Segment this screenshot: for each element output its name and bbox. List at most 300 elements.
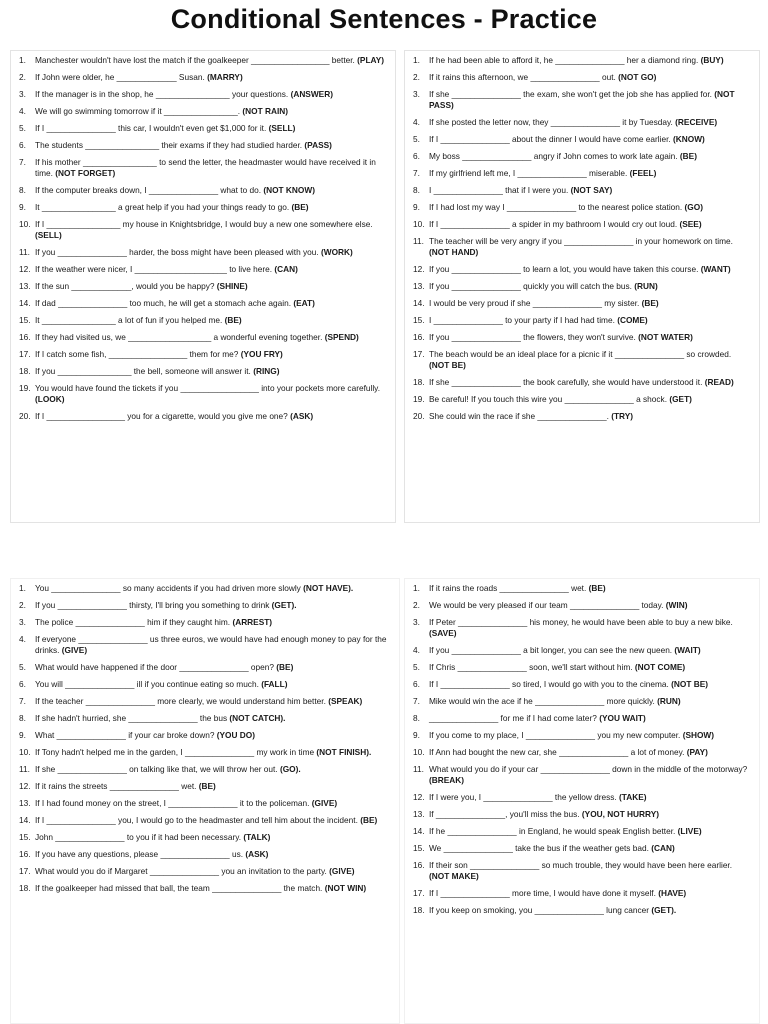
item-verb-hint: (NOT WIN) [324, 883, 367, 893]
item-text [35, 883, 391, 894]
exercise-item [19, 696, 391, 707]
exercise-item [19, 247, 387, 258]
item-sentence: We will go swimming tomorrow if it ________________. [35, 106, 241, 116]
item-verb-hint: (EAT) [293, 298, 315, 308]
exercise-item [413, 600, 751, 611]
item-sentence: You _______________ so many accidents if you had driven more slowly [35, 583, 301, 593]
item-verb-hint: (WANT) [700, 264, 731, 274]
item-number: 13. [19, 281, 31, 291]
item-number: 4. [19, 634, 26, 644]
item-sentence: The students ________________ their exams if they had studied harder. [35, 140, 303, 150]
exercise-panel-2 [404, 50, 760, 523]
item-text [429, 679, 751, 690]
exercise-item [19, 713, 391, 724]
item-number: 12. [19, 264, 31, 274]
item-text [35, 747, 391, 758]
item-text [429, 264, 751, 275]
item-verb-hint: (SHINE) [216, 281, 248, 291]
item-number: 4. [19, 106, 26, 116]
exercise-item [19, 849, 391, 860]
item-text [429, 168, 751, 179]
item-text [35, 123, 387, 134]
item-number: 12. [19, 781, 31, 791]
item-verb-hint: (BE) [641, 298, 659, 308]
exercise-panel-1 [10, 50, 396, 523]
item-number: 5. [19, 662, 26, 672]
exercise-item [413, 185, 751, 196]
item-sentence: If I _______________ a spider in my bathroom I would cry out loud. [429, 219, 678, 229]
exercise-item [413, 826, 751, 837]
exercise-item [19, 866, 391, 877]
item-number: 12. [413, 264, 425, 274]
item-verb-hint: (RING) [253, 366, 280, 376]
exercise-item [413, 662, 751, 673]
exercise-item [19, 298, 387, 309]
item-number: 7. [413, 168, 420, 178]
item-number: 17. [19, 866, 31, 876]
item-text [35, 815, 391, 826]
item-verb-hint: (SHOW) [682, 730, 715, 740]
item-text [429, 72, 751, 83]
item-number: 8. [19, 185, 26, 195]
item-verb-hint: (WORK) [321, 247, 353, 257]
item-sentence: Be careful! If you touch this wire you _______________ a shock. [429, 394, 668, 404]
exercise-item [19, 411, 387, 422]
exercise-item [413, 809, 751, 820]
item-text [35, 617, 391, 628]
item-number: 17. [413, 349, 425, 359]
item-verb-hint: (ARREST) [232, 617, 273, 627]
item-sentence: She could win the race if she _______________. [429, 411, 609, 421]
item-verb-hint: (TRY) [611, 411, 634, 421]
item-number: 18. [19, 883, 31, 893]
item-sentence: If I ________________ my house in Knightsbridge, I would buy a new one somewhere else. [35, 219, 373, 229]
item-verb-hint: (GET) [669, 394, 692, 404]
item-verb-hint: (NOT FORGET) [55, 168, 116, 178]
item-sentence: It ________________ a lot of fun if you helped me. [35, 315, 223, 325]
item-verb-hint: (YOU DO) [216, 730, 256, 740]
item-verb-hint: (ASK) [290, 411, 314, 421]
exercise-item [413, 394, 751, 405]
item-sentence: We _______________ take the bus if the weather gets bad. [429, 843, 649, 853]
item-sentence: If John were older, he _____________ Susan. [35, 72, 205, 82]
item-text [35, 764, 391, 775]
item-text [35, 332, 387, 343]
item-text [429, 236, 751, 258]
item-number: 20. [413, 411, 425, 421]
item-text [429, 888, 751, 899]
exercise-item [19, 72, 387, 83]
item-verb-hint: (NOT RAIN) [242, 106, 289, 116]
item-text [35, 849, 391, 860]
item-number: 15. [413, 315, 425, 325]
item-text [429, 583, 751, 594]
item-verb-hint: (BE) [224, 315, 242, 325]
item-text [35, 281, 387, 292]
item-text [429, 202, 751, 213]
item-number: 18. [413, 377, 425, 387]
item-verb-hint: (TAKE) [619, 792, 647, 802]
item-verb-hint: (NOT MAKE) [429, 871, 479, 881]
exercise-item [413, 219, 751, 230]
item-verb-hint: (NOT BE) [671, 679, 709, 689]
item-sentence: If I _______________ about the dinner I would have come earlier. [429, 134, 671, 144]
exercise-item [413, 905, 751, 916]
exercise-item [19, 264, 387, 275]
item-sentence: The beach would be an ideal place for a picnic if it _______________ so crowded. [429, 349, 732, 359]
item-text [429, 89, 751, 111]
exercise-item [19, 764, 391, 775]
item-number: 3. [19, 617, 26, 627]
exercise-item [19, 366, 387, 377]
item-sentence: If I _______________ so tired, I would go with you to the cinema. [429, 679, 669, 689]
item-number: 10. [19, 747, 31, 757]
item-sentence: If you have any questions, please _______________ us. [35, 849, 244, 859]
item-number: 13. [19, 798, 31, 808]
item-number: 11. [413, 236, 424, 246]
exercise-item [413, 349, 751, 371]
exercise-item [19, 157, 387, 179]
exercise-item [413, 888, 751, 899]
item-number: 14. [19, 298, 31, 308]
item-text [35, 366, 387, 377]
item-verb-hint: (GIVE) [329, 866, 355, 876]
item-sentence: If dad _______________ too much, he will get a stomach ache again. [35, 298, 292, 308]
item-text [429, 809, 751, 820]
item-sentence: What _______________ if your car broke down? [35, 730, 215, 740]
item-verb-hint: (SAVE) [429, 628, 457, 638]
item-sentence: If you _______________ the flowers, they won't survive. [429, 332, 636, 342]
item-number: 14. [19, 815, 31, 825]
item-text [35, 696, 391, 707]
item-verb-hint: (ANSWER) [290, 89, 333, 99]
item-sentence: If you ________________ the bell, someone will answer it. [35, 366, 251, 376]
item-verb-hint: (SPEAK) [328, 696, 363, 706]
item-sentence: What would you do if your car _______________ down in the middle of the motorway? [429, 764, 748, 774]
item-verb-hint: (CAN) [274, 264, 298, 274]
item-number: 3. [413, 89, 420, 99]
item-number: 10. [19, 219, 31, 229]
item-verb-hint: (NOT SAY) [570, 185, 613, 195]
item-sentence: If it rains the roads _______________ wet. [429, 583, 587, 593]
item-verb-hint: (KNOW) [673, 134, 705, 144]
item-sentence: If _______________, you'll miss the bus. [429, 809, 580, 819]
exercise-item [19, 383, 387, 405]
exercise-item [413, 117, 751, 128]
item-number: 18. [19, 366, 31, 376]
item-sentence: The police _______________ him if they caught him. [35, 617, 231, 627]
item-sentence: If she _______________ the book carefully, she would have understood it. [429, 377, 703, 387]
item-text [429, 764, 751, 786]
item-verb-hint: (BUY) [700, 55, 724, 65]
item-text [35, 679, 391, 690]
exercise-item [19, 730, 391, 741]
item-number: 8. [413, 713, 420, 723]
exercise-item [19, 815, 391, 826]
exercise-item [413, 764, 751, 786]
item-number: 14. [413, 298, 425, 308]
item-verb-hint: (FEEL) [629, 168, 657, 178]
exercise-item [19, 349, 387, 360]
exercise-item [413, 679, 751, 690]
item-number: 1. [413, 583, 420, 593]
item-verb-hint: (READ) [704, 377, 734, 387]
item-verb-hint: (SELL) [35, 230, 62, 240]
item-sentence: If he had been able to afford it, he _______________ her a diamond ring. [429, 55, 699, 65]
exercise-item [19, 202, 387, 213]
item-text [35, 315, 387, 326]
item-text [429, 696, 751, 707]
exercise-item [19, 55, 387, 66]
item-sentence: If it rains this afternoon, we _______________ out. [429, 72, 616, 82]
exercise-item [413, 411, 751, 422]
item-sentence: If the goalkeeper had missed that ball, the team _______________ the match. [35, 883, 323, 893]
item-verb-hint: (SELL) [268, 123, 296, 133]
exercise-panel-4 [404, 578, 760, 1024]
item-sentence: If I _______________ more time, I would have done it myself. [429, 888, 656, 898]
item-number: 4. [413, 645, 420, 655]
item-sentence: If she _______________ the exam, she won't get the job she has applied for. [429, 89, 712, 99]
item-sentence: _______________ for me if I had come later? [429, 713, 597, 723]
item-number: 1. [19, 55, 26, 65]
item-sentence: If I catch some fish, _________________ them for me? [35, 349, 239, 359]
item-sentence: If she _______________ on talking like that, we will throw her out. [35, 764, 278, 774]
item-text [429, 394, 751, 405]
item-sentence: If I had found money on the street, I _______________ it to the policeman. [35, 798, 310, 808]
item-text [429, 134, 751, 145]
item-text [429, 117, 751, 128]
item-sentence: If the sun _____________, would you be happy? [35, 281, 215, 291]
item-sentence: If the computer breaks down, I _______________ what to do. [35, 185, 262, 195]
item-sentence: The teacher will be very angry if you _______________ in your homework on time. [429, 236, 733, 246]
item-verb-hint: (NOT BE) [429, 360, 466, 370]
item-sentence: If I had lost my way I _______________ to the nearest police station. [429, 202, 683, 212]
item-sentence: Mike would win the ace if he _______________ more quickly. [429, 696, 655, 706]
exercise-item [19, 140, 387, 151]
item-text [429, 860, 751, 882]
item-number: 17. [413, 888, 425, 898]
item-text [35, 202, 387, 213]
item-sentence: My boss _______________ angry if John comes to work late again. [429, 151, 678, 161]
item-number: 18. [413, 905, 425, 915]
item-verb-hint: (PASS) [304, 140, 332, 150]
item-verb-hint: (ASK) [245, 849, 269, 859]
item-verb-hint: (GO). [279, 764, 301, 774]
exercise-item [19, 617, 391, 628]
item-sentence: You would have found the tickets if you _________________ into your pockets more carefully. [35, 383, 381, 393]
item-sentence: If Ann had bought the new car, she _______________ a lot of money. [429, 747, 685, 757]
item-text [35, 781, 391, 792]
item-verb-hint: (NOT FINISH). [316, 747, 372, 757]
item-number: 15. [413, 843, 425, 853]
item-number: 15. [19, 315, 31, 325]
item-text [429, 349, 751, 371]
item-sentence: You will _______________ ill if you continue eating so much. [35, 679, 259, 689]
item-text [35, 866, 391, 877]
item-text [35, 662, 391, 673]
item-text [35, 185, 387, 196]
item-sentence: If the teacher _______________ more clearly, we would understand him better. [35, 696, 326, 706]
item-verb-hint: (NOT HAVE). [303, 583, 354, 593]
item-sentence: If you _______________ harder, the boss might have been pleased with you. [35, 247, 319, 257]
page-title: Conditional Sentences - Practice [170, 4, 598, 34]
item-verb-hint: (WAIT) [674, 645, 701, 655]
item-text [35, 832, 391, 843]
item-sentence: If everyone _______________ us three euros, we would have had enough money to pay for the drinks. [35, 634, 387, 655]
item-verb-hint: (FALL) [261, 679, 288, 689]
item-sentence: I _______________ that if I were you. [429, 185, 569, 195]
item-number: 6. [413, 151, 420, 161]
item-number: 16. [19, 332, 31, 342]
item-verb-hint: (BE) [291, 202, 309, 212]
item-number: 7. [19, 696, 26, 706]
exercise-item [413, 55, 751, 66]
item-number: 19. [19, 383, 31, 393]
item-number: 9. [413, 730, 420, 740]
exercise-item [413, 792, 751, 803]
item-text [429, 377, 751, 388]
exercise-item [19, 832, 391, 843]
item-verb-hint: (BE) [679, 151, 697, 161]
item-verb-hint: (GIVE) [311, 798, 338, 808]
item-text [429, 55, 751, 66]
item-number: 9. [413, 202, 420, 212]
item-text [35, 713, 391, 724]
item-sentence: We would be very pleased if our team _______________ today. [429, 600, 664, 610]
item-verb-hint: (TALK) [243, 832, 271, 842]
item-verb-hint: (LIVE) [677, 826, 702, 836]
item-verb-hint: (NOT GO) [618, 72, 657, 82]
exercise-item [413, 264, 751, 275]
item-number: 2. [19, 600, 26, 610]
exercise-item [19, 219, 387, 241]
item-sentence: If you keep on smoking, you _______________ lung cancer [429, 905, 650, 915]
item-sentence: If he _______________ in England, he would speak English better. [429, 826, 676, 836]
item-text [35, 600, 391, 611]
item-number: 5. [19, 123, 26, 133]
item-number: 8. [413, 185, 420, 195]
item-number: 19. [413, 394, 425, 404]
exercise-item [413, 281, 751, 292]
item-text [429, 662, 751, 673]
item-text [35, 106, 387, 117]
exercise-item [413, 332, 751, 343]
exercise-item [413, 151, 751, 162]
item-verb-hint: (BE) [198, 781, 216, 791]
item-sentence: If she hadn't hurried, she _______________ the bus [35, 713, 228, 723]
item-sentence: If the manager is in the shop, he ________________ your questions. [35, 89, 289, 99]
item-verb-hint: (BREAK) [429, 775, 465, 785]
item-number: 1. [19, 583, 26, 593]
item-verb-hint: (WIN) [665, 600, 688, 610]
item-text [429, 792, 751, 803]
item-text [35, 55, 387, 66]
item-number: 15. [19, 832, 31, 842]
exercise-item [19, 583, 391, 594]
item-text [35, 247, 387, 258]
item-number: 9. [19, 202, 26, 212]
item-verb-hint: (RUN) [657, 696, 681, 706]
item-sentence: If it rains the streets _______________ wet. [35, 781, 197, 791]
item-sentence: If you _______________ a bit longer, you can see the new queen. [429, 645, 673, 655]
item-number: 10. [413, 219, 425, 229]
item-number: 6. [413, 679, 420, 689]
item-number: 16. [413, 860, 425, 870]
item-text [35, 140, 387, 151]
item-sentence: I would be very proud if she _______________ my sister. [429, 298, 640, 308]
item-text [429, 905, 751, 916]
item-verb-hint: (NOT COME) [634, 662, 686, 672]
exercise-item [413, 72, 751, 83]
exercise-item [19, 281, 387, 292]
item-text [429, 730, 751, 741]
item-text [35, 383, 387, 405]
item-number: 4. [413, 117, 420, 127]
item-verb-hint: (NOT PASS) [429, 89, 735, 110]
item-text [35, 298, 387, 309]
exercise-item [413, 134, 751, 145]
exercise-item [413, 168, 751, 179]
item-number: 7. [19, 157, 26, 167]
item-number: 14. [413, 826, 425, 836]
item-text [429, 151, 751, 162]
item-sentence: If she posted the letter now, they _______________ it by Tuesday. [429, 117, 673, 127]
item-text [429, 411, 751, 422]
item-number: 11. [413, 764, 424, 774]
exercise-item [19, 747, 391, 758]
item-verb-hint: (NOT KNOW) [263, 185, 315, 195]
item-sentence: If you _______________ quickly you will catch the bus. [429, 281, 632, 291]
item-verb-hint: (COME) [617, 315, 648, 325]
item-number: 8. [19, 713, 26, 723]
item-verb-hint: (BE) [360, 815, 378, 825]
item-number: 9. [19, 730, 26, 740]
exercise-item [413, 298, 751, 309]
item-number: 3. [19, 89, 26, 99]
exercise-item [19, 634, 391, 656]
item-sentence: I _______________ to your party if I had had time. [429, 315, 615, 325]
item-sentence: If my girlfriend left me, I _______________ miserable. [429, 168, 628, 178]
exercise-item [413, 89, 751, 111]
item-number: 2. [413, 72, 420, 82]
item-text [35, 349, 387, 360]
item-sentence: It ________________ a great help if you had your things ready to go. [35, 202, 290, 212]
item-verb-hint: (YOU, NOT HURRY) [581, 809, 660, 819]
item-verb-hint: (RUN) [634, 281, 658, 291]
exercise-item [413, 696, 751, 707]
exercise-item [19, 798, 391, 809]
item-verb-hint: (RECEIVE) [675, 117, 718, 127]
exercise-item [413, 617, 751, 639]
exercise-item [19, 679, 391, 690]
item-sentence: What would have happened if the door _______________ open? [35, 662, 274, 672]
exercise-item [413, 583, 751, 594]
item-text [429, 713, 751, 724]
item-sentence: If I _________________ you for a cigarette, would you give me one? [35, 411, 288, 421]
item-sentence: What would you do if Margaret _______________ you an invitation to the party. [35, 866, 327, 876]
exercise-item [413, 236, 751, 258]
item-number: 6. [19, 140, 26, 150]
item-text [429, 843, 751, 854]
item-text [35, 730, 391, 741]
item-sentence: John _______________ to you if it had been necessary. [35, 832, 242, 842]
exercise-item [413, 315, 751, 326]
item-number: 16. [413, 332, 425, 342]
item-verb-hint: (SPEND) [324, 332, 359, 342]
item-number: 11. [19, 247, 30, 257]
item-number: 2. [19, 72, 26, 82]
item-text [35, 583, 391, 594]
